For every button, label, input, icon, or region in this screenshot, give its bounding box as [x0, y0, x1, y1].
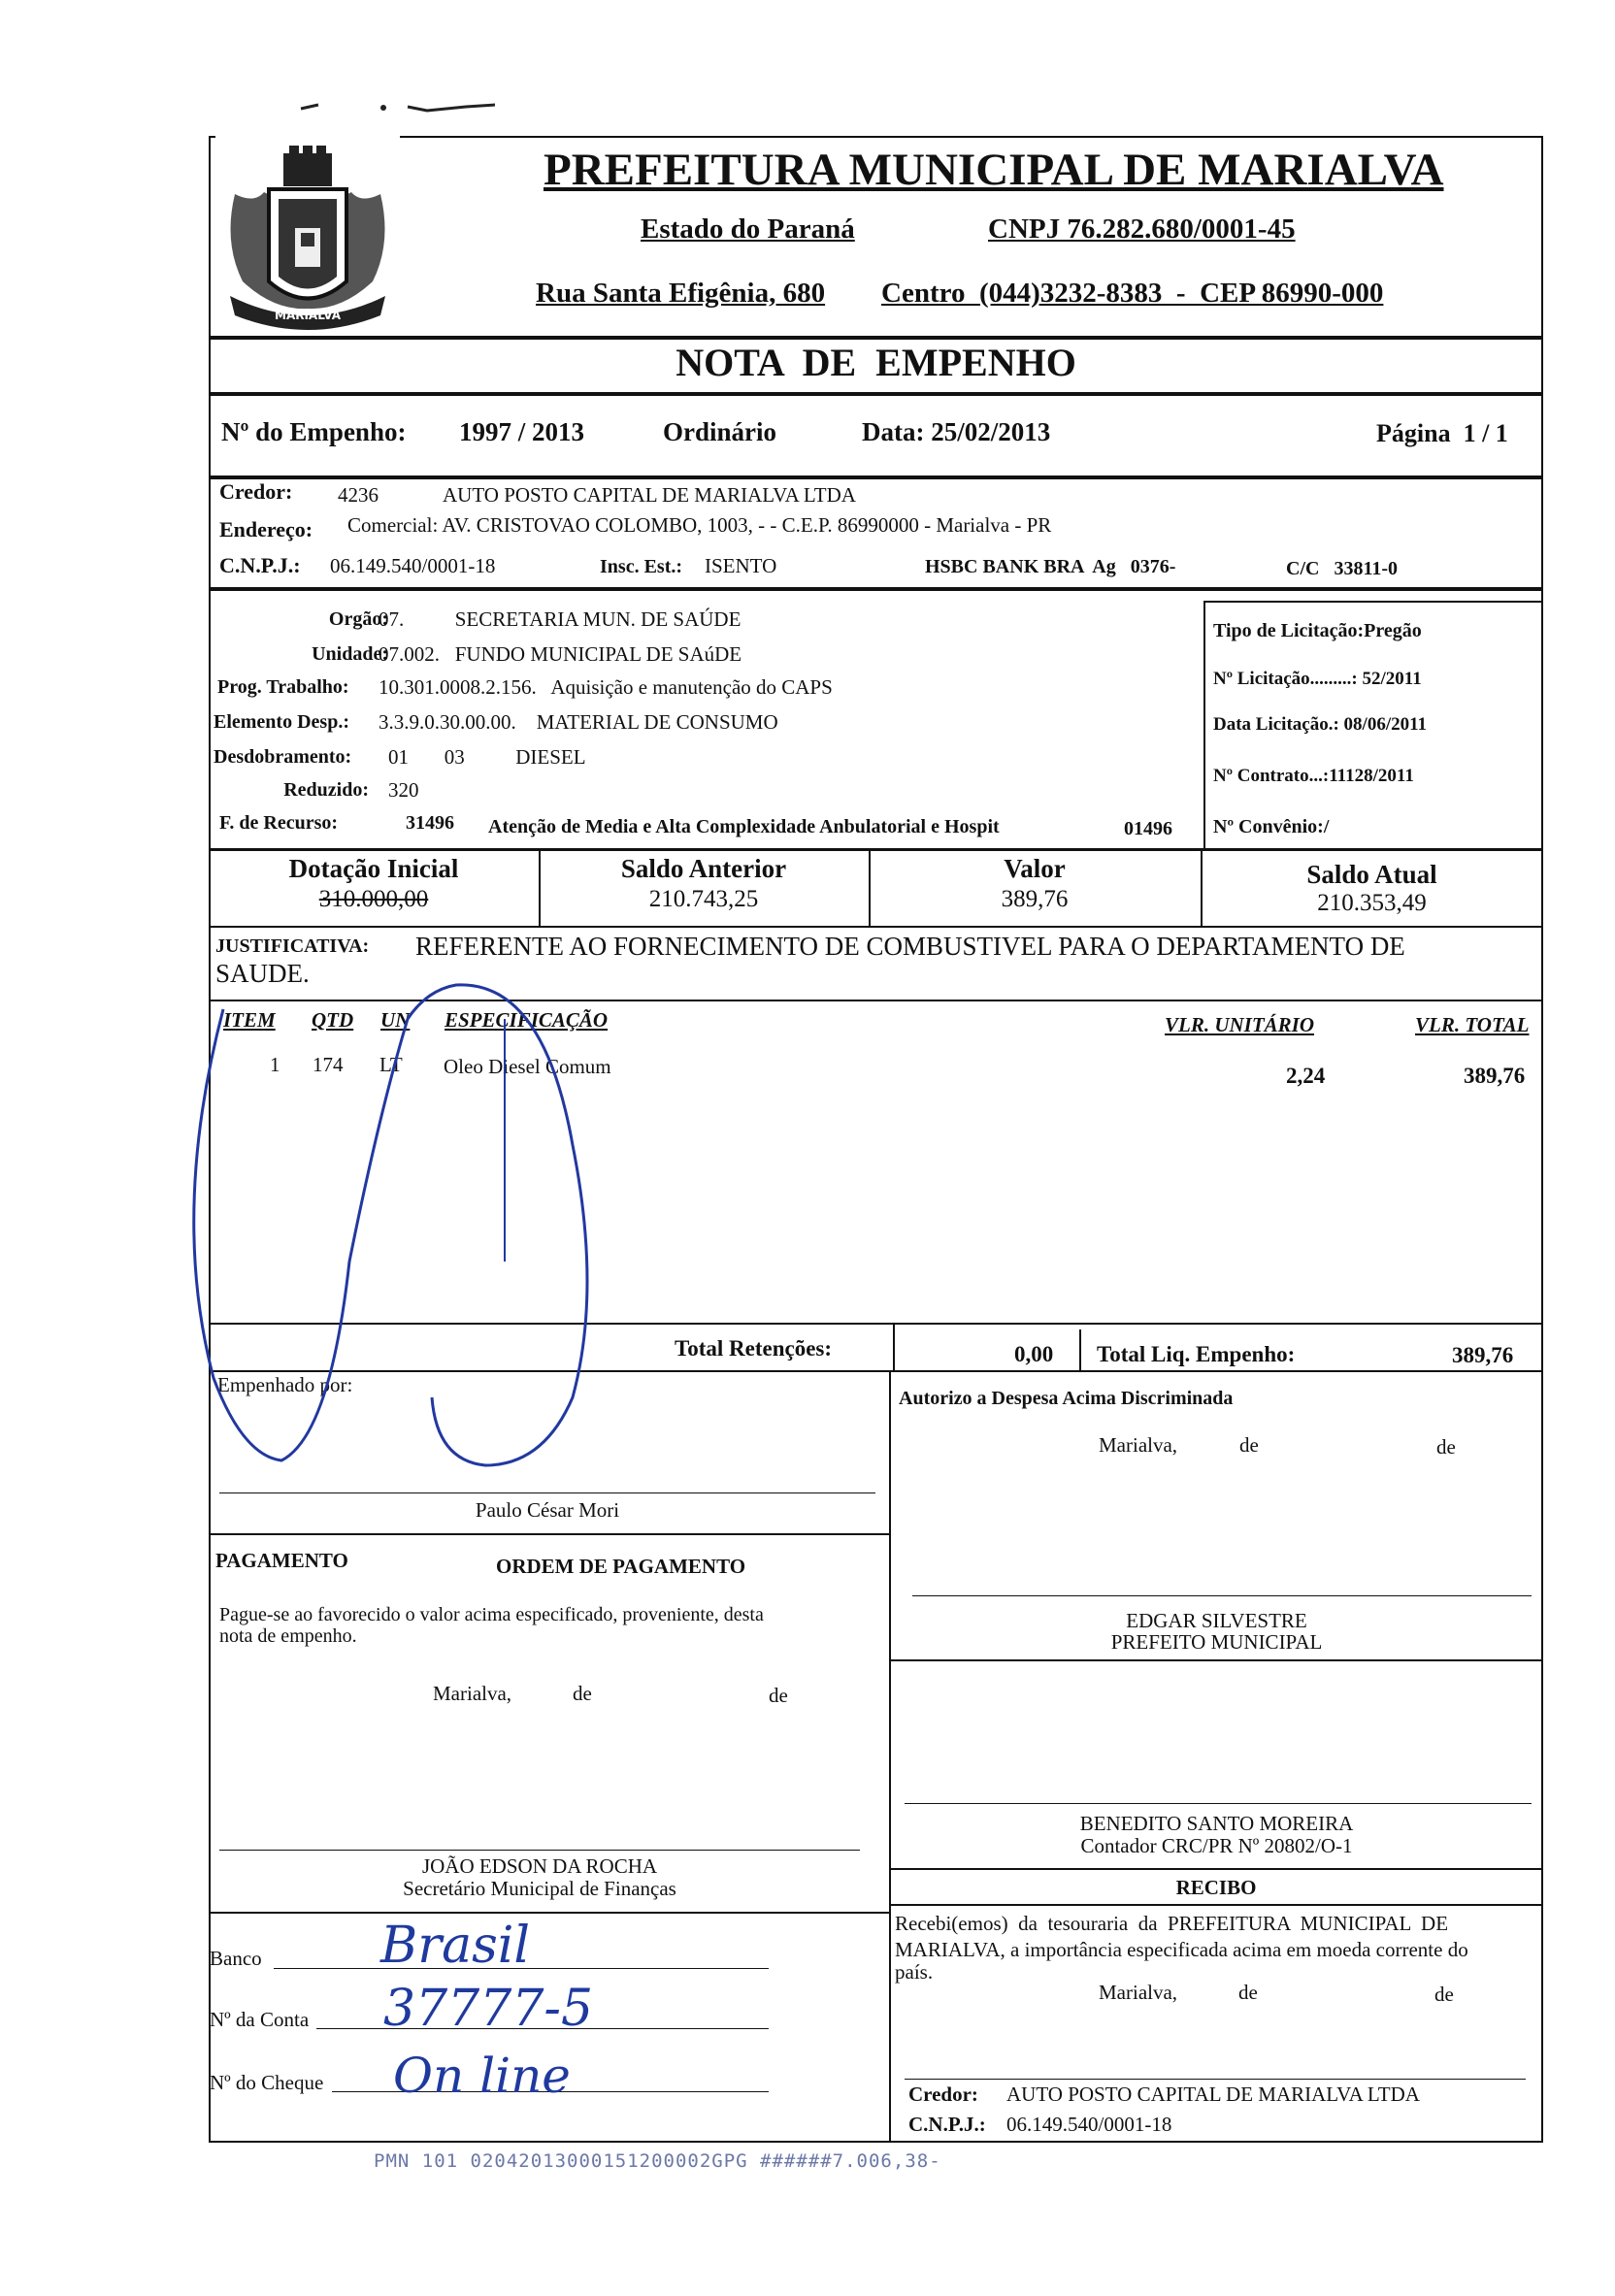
top-ink-mark: [291, 89, 514, 118]
account-info: C/C 33811-0: [1286, 558, 1398, 579]
document-title: NOTA DE EMPENHO: [676, 341, 1076, 384]
recurso-value: 31496: [406, 812, 454, 834]
col-header-item: ITEM: [223, 1008, 276, 1032]
prog-value: 10.301.0008.2.156. Aquisição e manutenção do CAPS: [379, 675, 833, 699]
cnpj-field-label: C.N.P.J.:: [219, 553, 301, 577]
prog-label: Prog. Trabalho:: [217, 676, 349, 698]
autorizo-de2: de: [1436, 1435, 1456, 1459]
page-number: Página 1 / 1: [1376, 419, 1508, 447]
credor-name: AUTO POSTO CAPITAL DE MARIALVA LTDA: [443, 483, 856, 507]
desdobramento-label: Desdobramento:: [214, 746, 352, 768]
saldo-atual-label: Saldo Atual: [1306, 860, 1437, 889]
col-header-un: UN: [380, 1008, 411, 1032]
numero-contrato: Nº Contrato...:11128/2011: [1213, 766, 1414, 786]
state-label: Estado do Paraná: [641, 213, 855, 245]
valor-label: Valor: [1004, 854, 1066, 883]
coat-of-arms-logo: [215, 136, 400, 335]
saldo-anterior-value: 210.743,25: [648, 886, 759, 912]
svg-text:MARIALVA: MARIALVA: [275, 309, 341, 322]
dotacao-inicial-label: Dotação Inicial: [288, 854, 459, 883]
pagamento-text-1: Pague-se ao favorecido o valor acima especificado, proveniente, desta: [219, 1604, 764, 1625]
prefeito-role: PREFEITO MUNICIPAL: [1110, 1630, 1323, 1654]
recibo-label: RECIBO: [1175, 1876, 1257, 1899]
recibo-text-2: MARIALVA, a importância especificada acima em moeda corrente do: [895, 1938, 1468, 1961]
elemento-label: Elemento Desp.:: [214, 711, 349, 733]
pagamento-text-2: nota de empenho.: [219, 1625, 357, 1647]
justificativa-line1: REFERENTE AO FORNECIMENTO DE COMBUSTIVEL PARA O DEPARTAMENTO DE: [415, 932, 1405, 961]
total-retencoes-label: Total Retenções:: [675, 1336, 833, 1361]
empenho-date: Data: 25/02/2013: [862, 417, 1051, 446]
justificativa-label: JUSTIFICATIVA:: [215, 935, 370, 957]
autorizo-place: Marialva,: [1099, 1433, 1178, 1457]
insc-label: Insc. Est.:: [600, 556, 683, 577]
contador-role: Contador CRC/PR Nº 20802/O-1: [1080, 1834, 1353, 1857]
item-1-qtd: 174: [313, 1053, 344, 1076]
reduzido-label: Reduzido:: [283, 779, 369, 801]
recurso-code: 01496: [1124, 818, 1172, 839]
item-1-un: LT: [379, 1053, 403, 1076]
footer-stamp: PMN 101 02042013000151200002GPG ######7.006,38-: [374, 2150, 941, 2172]
recibo-de1: de: [1238, 1981, 1258, 2004]
cheque-label: Nº do Cheque: [210, 2071, 324, 2094]
item-1-number: 1: [270, 1053, 280, 1076]
empenhado-label: Empenhado por:: [217, 1373, 353, 1396]
autorizo-de1: de: [1239, 1433, 1259, 1457]
orgao-value: 07. SECRETARIA MUN. DE SAÚDE: [379, 607, 742, 631]
banco-label: Banco: [210, 1947, 262, 1970]
recibo-text-3: país.: [895, 1960, 934, 1984]
data-licitacao: Data Licitação.: 08/06/2011: [1213, 714, 1428, 735]
col-header-especificacao: ESPECIFICAÇÃO: [445, 1008, 609, 1032]
item-1-unit-value: 2,24: [1286, 1064, 1326, 1088]
municipality-title: PREFEITURA MUNICIPAL DE MARIALVA: [544, 145, 1444, 195]
saldo-anterior-label: Saldo Anterior: [620, 854, 787, 883]
credor-code: 4236: [338, 483, 379, 507]
col-header-vlr-unitario: VLR. UNITÁRIO: [1165, 1013, 1315, 1036]
numero-licitacao: Nº Licitação.........: 52/2011: [1213, 669, 1422, 689]
col-header-qtd: QTD: [312, 1008, 354, 1032]
credor-cnpj: 06.149.540/0001-18: [330, 554, 496, 577]
empenho-type: Ordinário: [663, 417, 777, 446]
tipo-licitacao: Tipo de Licitação:Pregão: [1213, 620, 1422, 641]
empenho-number: 1997 / 2013: [459, 417, 585, 446]
pagamento-de1: de: [573, 1682, 592, 1705]
credor-label: Credor:: [219, 479, 293, 504]
pagamento-de2: de: [769, 1684, 788, 1707]
numero-convenio: Nº Convênio:/: [1213, 816, 1330, 837]
empenho-number-label: Nº do Empenho:: [221, 417, 407, 446]
elemento-value: 3.3.9.0.30.00.00. MATERIAL DE CONSUMO: [379, 710, 778, 734]
recibo-cnpj-label: C.N.P.J.:: [908, 2113, 986, 2136]
conta-handwritten: 37777-5: [383, 1980, 594, 2038]
contact-label: Centro (044)3232-8383 - CEP 86990-000: [881, 278, 1384, 309]
reduzido-value: 320: [388, 778, 419, 802]
unidade-value: 07.002. FUNDO MUNICIPAL DE SAúDE: [379, 642, 742, 666]
col-header-vlr-total: VLR. TOTAL: [1415, 1013, 1530, 1036]
total-liquido-label: Total Liq. Empenho:: [1097, 1342, 1296, 1366]
cnpj-label: CNPJ 76.282.680/0001-45: [988, 213, 1296, 245]
secretario-role: Secretário Municipal de Finanças: [403, 1877, 676, 1900]
recibo-credor-label: Credor:: [908, 2083, 978, 2106]
credor-address: Comercial: AV. CRISTOVAO COLOMBO, 1003, - - C.E.P. 86990000 - Marialva - PR: [347, 513, 1052, 537]
recibo-credor-name: AUTO POSTO CAPITAL DE MARIALVA LTDA: [1006, 2083, 1420, 2106]
insc-value: ISENTO: [705, 554, 777, 577]
bank-info: HSBC BANK BRA Ag 0376-: [925, 556, 1176, 577]
recibo-de2: de: [1434, 1983, 1454, 2006]
recibo-cnpj: 06.149.540/0001-18: [1006, 2113, 1172, 2136]
address-label: Rua Santa Efigênia, 680: [536, 278, 826, 309]
justificativa-line2: SAUDE.: [215, 959, 310, 988]
address-field-label: Endereço:: [219, 517, 313, 541]
orgao-label: Orgão:: [328, 608, 388, 630]
total-liquido-value: 389,76: [1452, 1343, 1514, 1367]
recurso-description: Atenção de Media e Alta Complexidade Anbulatorial e Hospit: [488, 816, 1000, 837]
pagamento-label: PAGAMENTO: [215, 1549, 348, 1572]
prefeito-name: EDGAR SILVESTRE: [1126, 1609, 1307, 1632]
pagamento-place: Marialva,: [433, 1682, 512, 1705]
valor-value: 389,76: [1001, 886, 1069, 912]
autorizo-label: Autorizo a Despesa Acima Discriminada: [899, 1388, 1234, 1409]
cheque-handwritten: On line: [393, 2048, 571, 2104]
unidade-label: Unidade:: [312, 643, 388, 665]
secretario-name: JOÃO EDSON DA ROCHA: [421, 1854, 658, 1878]
conta-label: Nº da Conta: [210, 2008, 310, 2031]
item-1-total-value: 389,76: [1464, 1064, 1526, 1088]
empenhado-name: Paulo César Mori: [475, 1498, 620, 1522]
ordem-pagamento-label: ORDEM DE PAGAMENTO: [496, 1555, 746, 1578]
contador-name: BENEDITO SANTO MOREIRA: [1079, 1812, 1354, 1835]
recurso-label: F. de Recurso:: [219, 812, 339, 834]
saldo-atual-value: 210.353,49: [1317, 890, 1427, 916]
recibo-text-1: Recebi(emos) da tesouraria da PREFEITURA MUNICIPAL DE: [895, 1912, 1449, 1935]
total-retencoes-value: 0,00: [1014, 1342, 1054, 1366]
item-1-spec: Oleo Diesel Comum: [444, 1055, 611, 1078]
dotacao-inicial-value: 310.000,00: [318, 886, 429, 912]
desdobramento-value: 01 03 DIESEL: [388, 745, 586, 769]
recibo-place: Marialva,: [1099, 1981, 1178, 2004]
banco-handwritten: Brasil: [380, 1917, 531, 1975]
